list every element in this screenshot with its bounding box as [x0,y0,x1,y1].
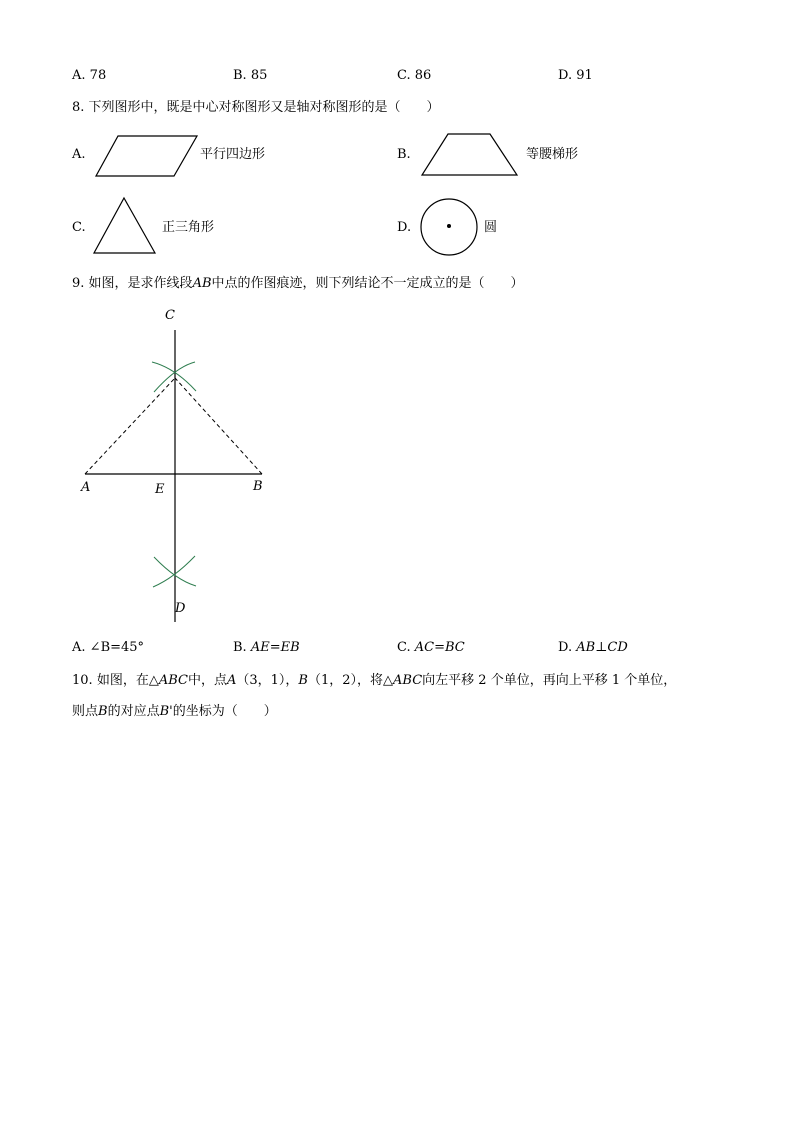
q8-option-b-label: 等腰梯形 [526,147,579,162]
q10-stem-line2: 则点B的对应点B'的坐标为（ ） [72,704,277,719]
q7-option-c: C. 86 [397,68,432,83]
point-label-a: A [81,480,91,495]
q7-option-d: D. 91 [558,68,593,83]
q8-option-d-label: 圆 [484,220,498,235]
q8-option-c-label: 正三角形 [162,220,215,235]
point-label-d: D [175,601,186,616]
q9-option-d: D. AB⊥CD [558,640,628,655]
q7-option-a: A. 78 [72,68,107,83]
q8-option-d-letter: D. [397,220,412,235]
point-label-c: C [165,308,175,323]
q8-option-a-label: 平行四边形 [200,147,266,162]
q7-option-b: B. 85 [233,68,268,83]
q9-option-a: A. ∠B=45° [72,640,145,655]
point-label-b: B [253,479,263,494]
q9-stem: 9. 如图，是求作线段AB中点的作图痕迹，则下列结论不一定成立的是（ ） [72,276,524,291]
q10-stem-line1: 10. 如图，在△ABC中，点A（3，1），B（1，2），将△ABC向左平移 2 个单位，再向上平移 1 个单位， [72,673,677,688]
q8-stem: 8. 下列图形中，既是中心对称图形又是轴对称图形的是（ ） [72,100,440,115]
q9-option-b: B. AE=EB [233,640,300,655]
point-label-e: E [155,482,165,497]
q9-option-c: C. AC=BC [397,640,465,655]
q8-option-a-letter: A. [72,147,86,162]
q8-option-b-letter: B. [397,147,411,162]
q8-option-c-letter: C. [72,220,86,235]
